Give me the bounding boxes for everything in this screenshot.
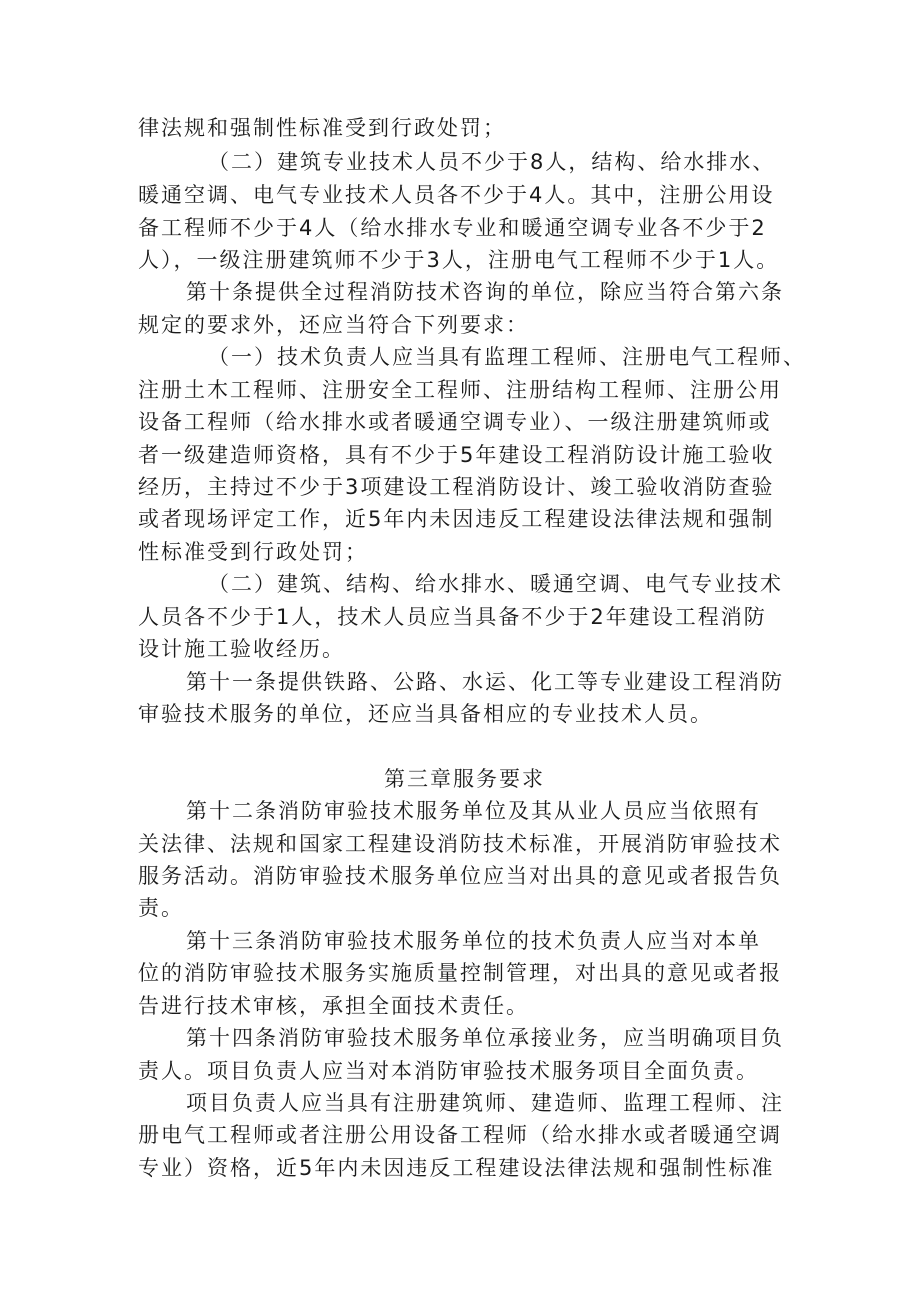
text-line: 责人。项目负责人应当对本消防审验技术服务项目全面负责。 bbox=[138, 1059, 759, 1083]
text-line: 告进行技术审核，承担全面技术责任。 bbox=[138, 994, 529, 1018]
text-line: 第十条提供全过程消防技术咨询的单位，除应当符合第六条 bbox=[186, 280, 784, 304]
text-line: 责。 bbox=[138, 896, 184, 920]
text-line: 经历，主持过不少于3项建设工程消防设计、竣工验收消防查验 bbox=[138, 475, 775, 499]
text-line: 服务活动。消防审验技术服务单位应当对出具的意见或者报告负 bbox=[138, 864, 782, 888]
text-line: 第十三条消防审验技术服务单位的技术负责人应当对本单 bbox=[186, 929, 761, 953]
text-line: 关法律、法规和国家工程建设消防技术标准，开展消防审验技术 bbox=[138, 832, 782, 856]
text-line: 设计施工验收经历。 bbox=[138, 637, 345, 661]
text-line: 者一级建造师资格，具有不少于5年建设工程消防设计施工验收 bbox=[138, 443, 775, 467]
chapter-heading: 第三章服务要求 bbox=[384, 767, 545, 791]
text-line: 暖通空调、电气专业技术人员各不少于4人。其中，注册公用设 bbox=[138, 183, 775, 207]
text-line: 注册土木工程师、注册安全工程师、注册结构工程师、注册公用 bbox=[138, 378, 782, 402]
text-line: 项目负责人应当具有注册建筑师、建造师、监理工程师、注 bbox=[186, 1091, 784, 1115]
text-line: 律法规和强制性标准受到行政处罚； bbox=[138, 116, 506, 140]
text-line: 第十二条消防审验技术服务单位及其从业人员应当依照有 bbox=[186, 799, 761, 823]
text-line: 审验技术服务的单位，还应当具备相应的专业技术人员。 bbox=[138, 702, 713, 726]
text-line: 备工程师不少于4人（给水排水专业和暖通空调专业各不少于2 bbox=[138, 216, 767, 240]
text-line: （二）建筑、结构、给水排水、暖通空调、电气专业技术 bbox=[208, 572, 783, 596]
text-line: 人员各不少于1人，技术人员应当具备不少于2年建设工程消防 bbox=[138, 605, 767, 629]
text-line: 位的消防审验技术服务实施质量控制管理，对出具的意见或者报 bbox=[138, 961, 782, 985]
text-line: 人），一级注册建筑师不少于3人，注册电气工程师不少于1人。 bbox=[138, 248, 780, 272]
text-line: （一）技术负责人应当具有监理工程师、注册电气工程师、 bbox=[208, 345, 806, 369]
text-line: 专业）资格，近5年内未因违反工程建设法律法规和强制性标准 bbox=[138, 1156, 775, 1180]
text-line: 或者现场评定工作，近5年内未因违反工程建设法律法规和强制 bbox=[138, 507, 775, 531]
text-line: 册电气工程师或者注册公用设备工程师（给水排水或者暖通空调 bbox=[138, 1123, 782, 1147]
text-line: （二）建筑专业技术人员不少于8人，结构、给水排水、 bbox=[208, 150, 776, 174]
text-line: 规定的要求外，还应当符合下列要求： bbox=[138, 313, 529, 337]
text-line: 设备工程师（给水排水或者暖通空调专业）、一级注册建筑师或 bbox=[138, 410, 772, 434]
text-line: 第十一条提供铁路、公路、水运、化工等专业建设工程消防 bbox=[186, 670, 784, 694]
text-line: 第十四条消防审验技术服务单位承接业务，应当明确项目负 bbox=[186, 1026, 784, 1050]
text-line: 性标准受到行政处罚； bbox=[138, 540, 368, 564]
